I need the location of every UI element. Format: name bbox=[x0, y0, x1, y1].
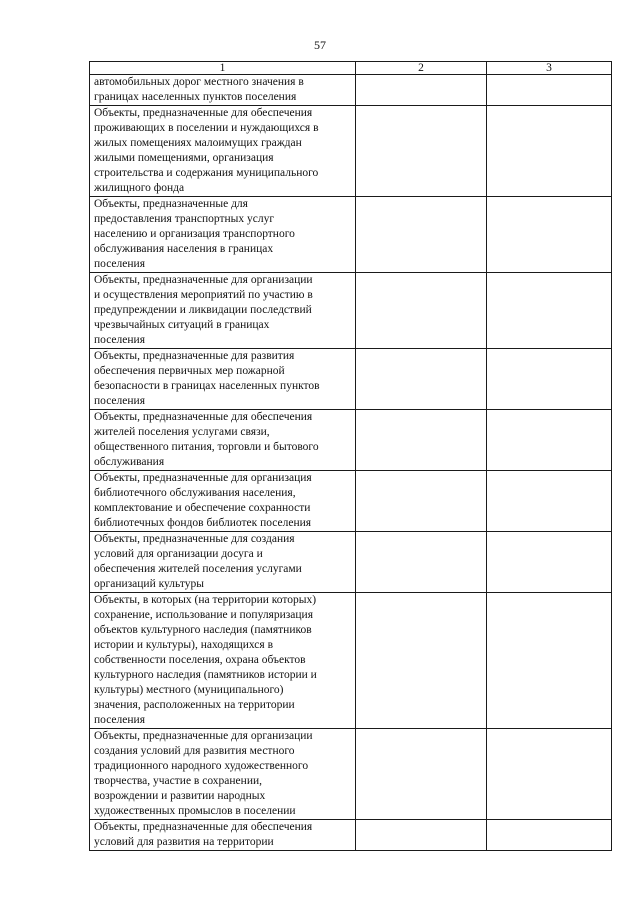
column-2-cell bbox=[356, 106, 487, 197]
table-row bbox=[90, 532, 612, 593]
table-row bbox=[90, 349, 612, 410]
description-line: традиционного народного художественного bbox=[94, 760, 309, 772]
description-line: Объекты, предназначенные для создания bbox=[94, 533, 295, 545]
table-row bbox=[90, 273, 612, 349]
table-row bbox=[90, 410, 612, 471]
table-row bbox=[90, 471, 612, 532]
description-line: обеспечения жителей поселения услугами bbox=[94, 563, 302, 575]
description-line: библиотечных фондов библиотек поселения bbox=[94, 517, 312, 529]
description-line: жителей поселения услугами связи, bbox=[94, 426, 270, 438]
column-2-cell bbox=[356, 75, 487, 106]
column-header-2: 2 bbox=[356, 62, 487, 75]
description-line: населению и организация транспортного bbox=[94, 228, 295, 240]
object-description-cell bbox=[90, 729, 356, 820]
description-line: обслуживания населения в границах bbox=[94, 243, 274, 255]
description-line: жилыми помещениями, организация bbox=[94, 152, 274, 164]
column-3-cell bbox=[487, 197, 612, 273]
description-line: библиотечного обслуживания населения, bbox=[94, 487, 296, 499]
column-3-cell bbox=[487, 349, 612, 410]
description-line: жилых помещениях малоимущих граждан bbox=[94, 137, 302, 149]
description-line: поселения bbox=[94, 714, 145, 726]
page-number: 57 bbox=[314, 38, 326, 52]
description-line: Объекты, в которых (на территории которых) bbox=[94, 594, 317, 606]
column-2-cell bbox=[356, 197, 487, 273]
description-line: безопасности в границах населенных пунктов bbox=[94, 380, 320, 392]
description-line: комплектование и обеспечение сохранности bbox=[94, 502, 311, 514]
description-line: собственности поселения, охрана объектов bbox=[94, 654, 306, 666]
description-line: обеспечения первичных мер пожарной bbox=[94, 365, 285, 377]
object-description-cell bbox=[90, 410, 356, 471]
description-line: предупреждении и ликвидации последствий bbox=[94, 304, 312, 316]
column-3-cell bbox=[487, 471, 612, 532]
column-3-cell bbox=[487, 75, 612, 106]
description-line: поселения bbox=[94, 334, 145, 346]
description-line: чрезвычайных ситуаций в границах bbox=[94, 319, 270, 331]
description-line: объектов культурного наследия (памятников bbox=[94, 624, 312, 636]
column-3-cell bbox=[487, 106, 612, 197]
description-line: Объекты, предназначенные для обеспечения bbox=[94, 821, 313, 833]
description-line: Объекты, предназначенные для обеспечения bbox=[94, 411, 313, 423]
description-line: значения, расположенных на территории bbox=[94, 699, 295, 711]
description-line: автомобильных дорог местного значения в bbox=[94, 76, 304, 88]
description-line: культурного наследия (памятников истории и bbox=[94, 669, 317, 681]
column-header-1: 1 bbox=[90, 62, 356, 75]
description-line: условий для организации досуга и bbox=[94, 548, 263, 560]
table-row bbox=[90, 75, 612, 106]
table-row bbox=[90, 197, 612, 273]
column-2-cell bbox=[356, 593, 487, 729]
column-3-cell bbox=[487, 729, 612, 820]
table-body bbox=[90, 75, 612, 851]
column-3-cell bbox=[487, 820, 612, 851]
object-description-cell bbox=[90, 593, 356, 729]
description-line: организаций культуры bbox=[94, 578, 204, 590]
object-description-cell bbox=[90, 75, 356, 106]
column-3-cell bbox=[487, 532, 612, 593]
table-row bbox=[90, 106, 612, 197]
description-line: Объекты, предназначенные для организации bbox=[94, 274, 313, 286]
object-description-cell bbox=[90, 532, 356, 593]
object-description-cell bbox=[90, 471, 356, 532]
object-description-cell bbox=[90, 820, 356, 851]
table-row bbox=[90, 820, 612, 851]
column-3-cell bbox=[487, 410, 612, 471]
column-2-cell bbox=[356, 273, 487, 349]
description-line: проживающих в поселении и нуждающихся в bbox=[94, 122, 319, 134]
object-description-cell bbox=[90, 349, 356, 410]
objects-table bbox=[89, 61, 612, 851]
description-line: поселения bbox=[94, 258, 145, 270]
column-2-cell bbox=[356, 410, 487, 471]
description-line: Объекты, предназначенные для bbox=[94, 198, 248, 210]
description-line: Объекты, предназначенные для организации bbox=[94, 730, 313, 742]
description-line: строительства и содержания муниципального bbox=[94, 167, 319, 179]
object-description-cell bbox=[90, 197, 356, 273]
description-line: сохранение, использование и популяризация bbox=[94, 609, 313, 621]
description-line: и осуществления мероприятий по участию в bbox=[94, 289, 313, 301]
description-line: предоставления транспортных услуг bbox=[94, 213, 275, 225]
description-line: возрождении и развитии народных bbox=[94, 790, 266, 802]
column-2-cell bbox=[356, 820, 487, 851]
column-2-cell bbox=[356, 349, 487, 410]
table-row bbox=[90, 593, 612, 729]
description-line: истории и культуры), находящихся в bbox=[94, 639, 273, 651]
description-line: границах населенных пунктов поселения bbox=[94, 91, 297, 103]
column-2-cell bbox=[356, 471, 487, 532]
description-line: создания условий для развития местного bbox=[94, 745, 295, 757]
column-3-cell bbox=[487, 593, 612, 729]
description-line: условий для развития на территории bbox=[94, 836, 274, 848]
description-line: жилищного фонда bbox=[94, 182, 185, 194]
description-line: общественного питания, торговли и бытового bbox=[94, 441, 319, 453]
column-header-3: 3 bbox=[487, 62, 612, 75]
object-description-cell bbox=[90, 273, 356, 349]
description-line: Объекты, предназначенные для развития bbox=[94, 350, 295, 362]
description-line: поселения bbox=[94, 395, 145, 407]
object-description-cell bbox=[90, 106, 356, 197]
description-line: культуры) местного (муниципального) bbox=[94, 684, 284, 696]
description-line: художественных промыслов в поселении bbox=[94, 805, 296, 817]
description-line: обслуживания bbox=[94, 456, 165, 468]
description-line: творчества, участие в сохранении, bbox=[94, 775, 263, 787]
table-header-row bbox=[90, 62, 612, 75]
column-3-cell bbox=[487, 273, 612, 349]
column-2-cell bbox=[356, 729, 487, 820]
table-row bbox=[90, 729, 612, 820]
column-2-cell bbox=[356, 532, 487, 593]
description-line: Объекты, предназначенные для организация bbox=[94, 472, 312, 484]
description-line: Объекты, предназначенные для обеспечения bbox=[94, 107, 313, 119]
